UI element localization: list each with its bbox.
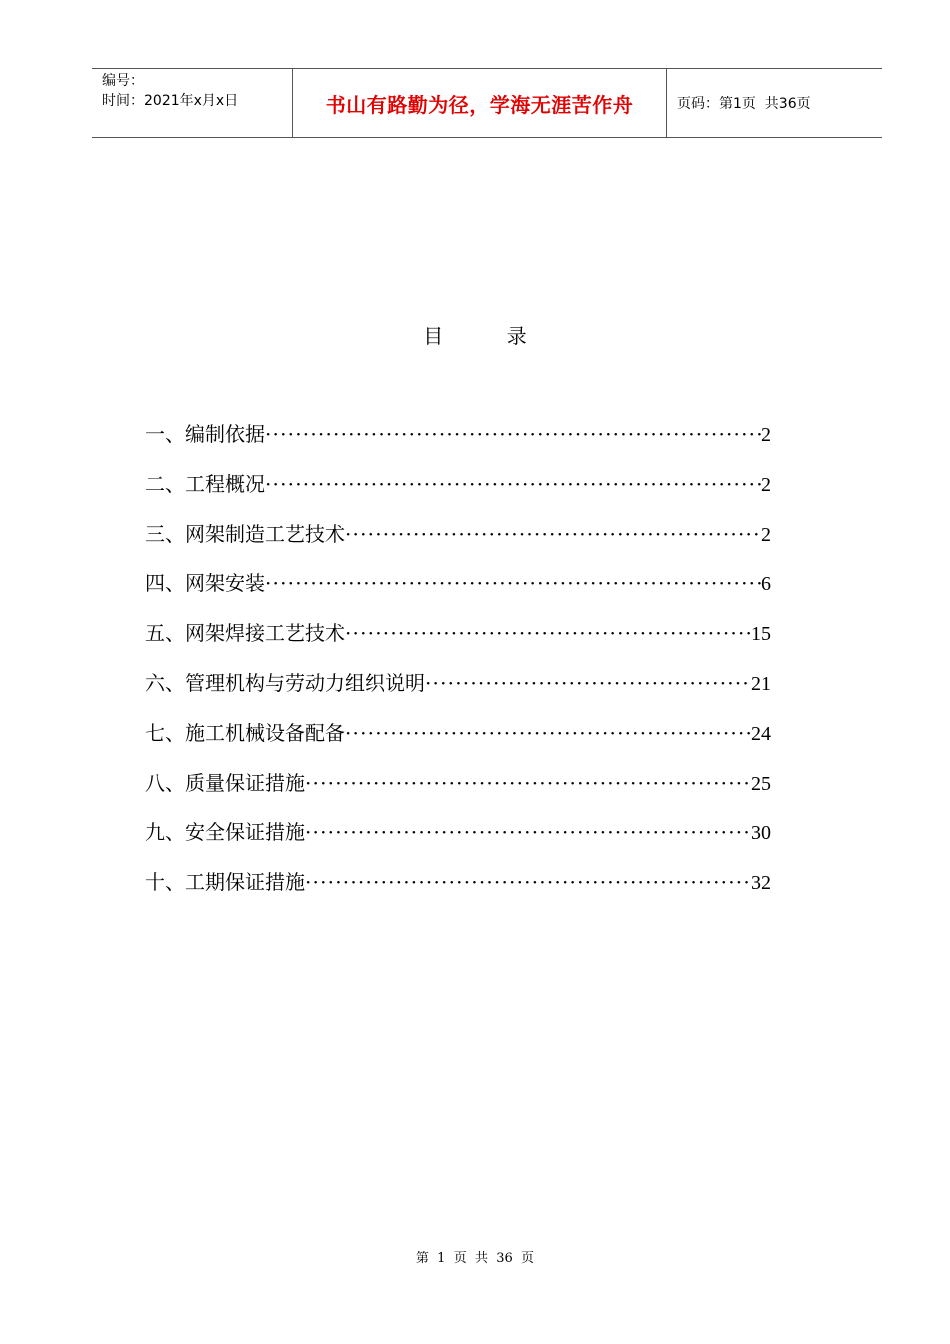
- toc-title: 目 录: [423, 324, 527, 348]
- page-header: [92, 68, 882, 138]
- page-footer: 第 1 页 共 36 页: [415, 1251, 535, 1266]
- toc-item[interactable]: [145, 866, 771, 916]
- toc-item-label: 五、网架焊接工艺技术: [145, 621, 345, 646]
- toc-item-label: 二、工程概况: [145, 471, 265, 496]
- header-motto: 书山有路勤为径，学海无涯苦作舟: [293, 69, 667, 137]
- header-meta: [92, 69, 293, 137]
- toc-item-label: 九、安全保证措施: [145, 820, 305, 845]
- toc-item-page: 6: [761, 573, 771, 596]
- toc-leader-dots: [345, 522, 761, 546]
- toc-item-label: 七、施工机械设备配备: [145, 720, 345, 745]
- table-of-contents: [145, 418, 771, 916]
- toc-item[interactable]: [145, 518, 771, 568]
- toc-leader-dots: [305, 820, 751, 844]
- toc-leader-dots: [305, 771, 751, 795]
- toc-item-label: 六、管理机构与劳动力组织说明: [145, 670, 425, 695]
- toc-item-label: 八、质量保证措施: [145, 770, 305, 795]
- toc-item-page: 32: [751, 872, 771, 895]
- toc-leader-dots: [305, 870, 751, 894]
- toc-leader-dots: [265, 472, 761, 496]
- toc-leader-dots: [345, 721, 751, 745]
- toc-item[interactable]: [145, 567, 771, 617]
- toc-item-page: 15: [751, 623, 771, 646]
- toc-item[interactable]: [145, 816, 771, 866]
- toc-item-page: 2: [761, 424, 771, 446]
- toc-leader-dots: [345, 621, 751, 645]
- toc-item-page: 25: [751, 772, 771, 795]
- toc-item[interactable]: [145, 468, 771, 518]
- toc-item-label: 三、网架制造工艺技术: [145, 521, 345, 546]
- toc-leader-dots: [265, 422, 761, 446]
- toc-item-label: 一、编制依据: [145, 422, 265, 446]
- document-date: 时间：2021年x月x日: [102, 93, 239, 109]
- header-page-info: 页码：第1页 共36页: [677, 96, 811, 112]
- toc-item[interactable]: [145, 717, 771, 767]
- toc-item-page: 24: [751, 722, 771, 745]
- toc-item[interactable]: [145, 667, 771, 717]
- toc-leader-dots: [265, 571, 761, 595]
- toc-item-page: 21: [751, 672, 771, 695]
- toc-item-page: 2: [761, 473, 771, 496]
- toc-item-page: 30: [751, 822, 771, 845]
- toc-item[interactable]: [145, 617, 771, 667]
- toc-leader-dots: [425, 671, 751, 695]
- document-number-label: 编号：: [102, 73, 144, 89]
- toc-item-label: 四、网架安装: [145, 571, 265, 596]
- toc-item-page: 2: [761, 523, 771, 546]
- toc-item[interactable]: [145, 418, 771, 468]
- toc-item[interactable]: [145, 767, 771, 817]
- toc-item-label: 十、工期保证措施: [145, 870, 305, 895]
